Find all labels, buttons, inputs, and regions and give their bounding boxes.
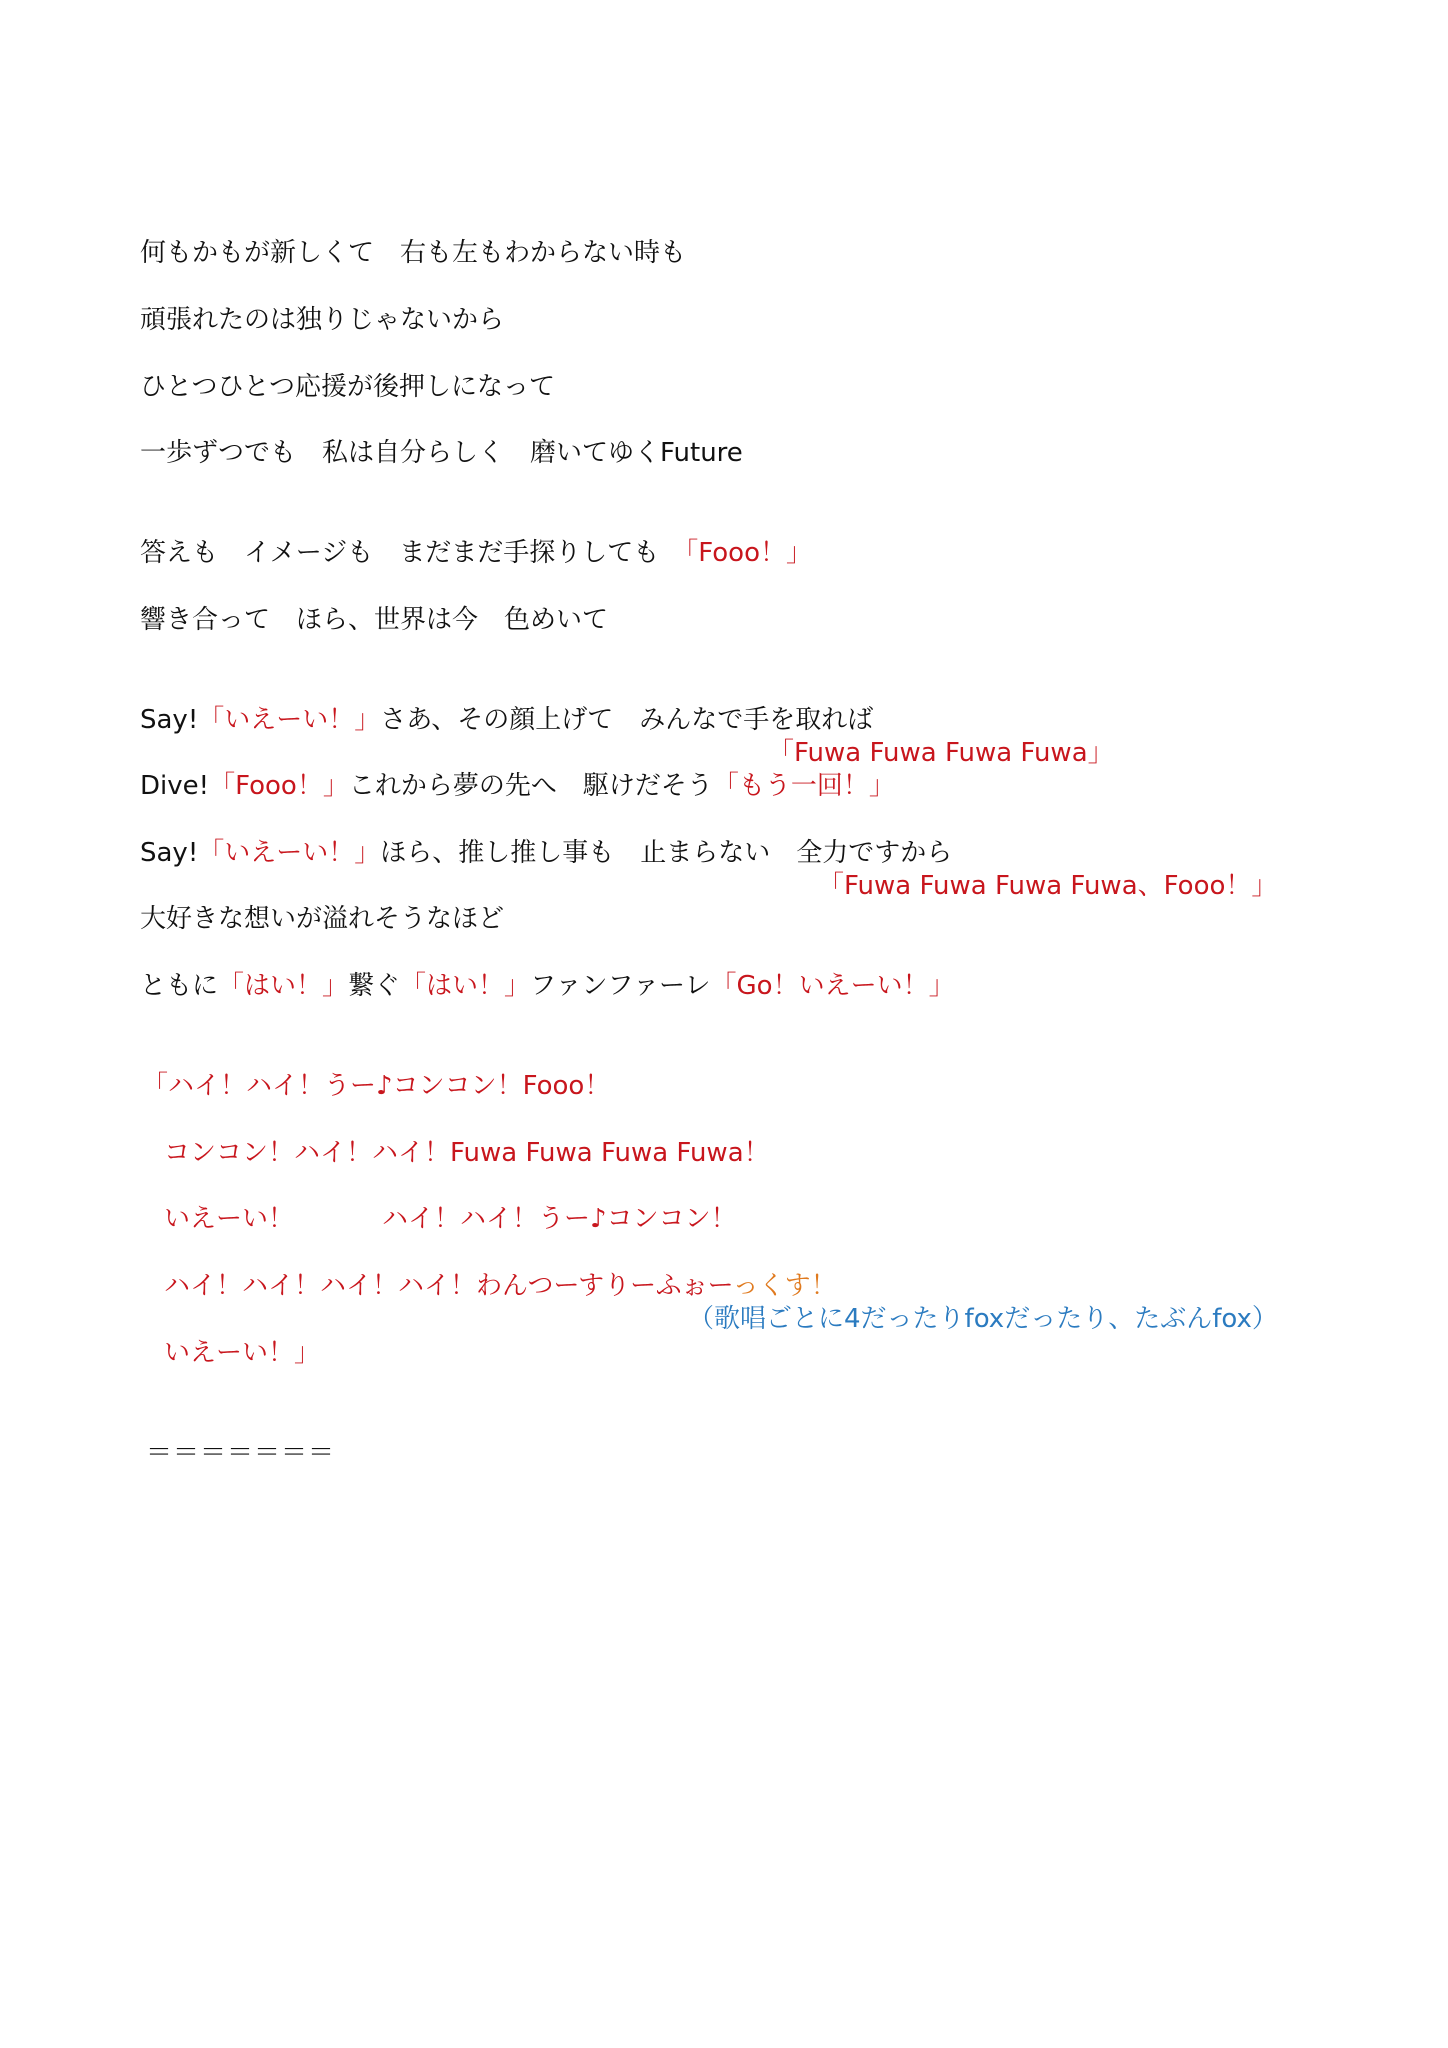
verse-line-2	[140, 303, 504, 337]
chorus-line-5	[140, 969, 955, 1003]
lyric-text: 一歩ずつでも 私は自分らしく 磨いてゆくFuture	[140, 438, 743, 468]
verse-line-3	[140, 370, 555, 404]
call-text: 「Fuwa Fuwa Fuwa Fuwa」	[768, 738, 1114, 768]
prechorus-line-1	[140, 536, 812, 570]
lyric-text: 響き合って ほら、世界は今 色めいて	[140, 605, 609, 635]
lyric-text: 大好きな想いが溢れそうなほど	[140, 904, 505, 934]
call-text: 「はい！」	[400, 971, 531, 1001]
call-text: 「いえーい！」	[198, 705, 381, 735]
call-above-line	[818, 869, 1277, 903]
call-text: 「Fooo！」	[209, 771, 349, 801]
call-text: 「はい！」	[218, 971, 349, 1001]
lyric-text: Say!	[140, 838, 199, 868]
call-text: ハイ！ハイ！ハイ！ハイ！わんつーすりーふぉー	[164, 1271, 733, 1301]
call-line-3b	[382, 1202, 737, 1236]
separator-text: ＝＝＝＝＝＝＝	[146, 1438, 336, 1468]
call-line-2	[164, 1136, 770, 1170]
call-line-3a	[164, 1202, 294, 1236]
lyric-text: 頑張れたのは独りじゃないから	[140, 305, 505, 335]
call-line-1	[142, 1069, 610, 1103]
section-separator	[146, 1436, 335, 1470]
verse-line-1	[140, 236, 686, 270]
call-text: 「ハイ！ハイ！うー♪コンコン！Fooo！	[142, 1071, 611, 1101]
lyric-text: さあ、その顔上げて みんなで手を取れば	[380, 705, 874, 735]
lyric-text: ひとつひとつ応援が後押しになって	[140, 372, 555, 402]
prechorus-line-2	[140, 603, 608, 637]
call-text: 「いえーい！」	[198, 838, 381, 868]
call-text: いえーい！」	[164, 1338, 321, 1368]
chorus-line-2	[140, 769, 895, 803]
call-text: ハイ！ハイ！うー♪コンコン！	[382, 1204, 737, 1234]
call-line-5	[164, 1336, 320, 1370]
note-text: （歌唱ごとに4だったりfoxだったり、たぶんfox）	[688, 1304, 1278, 1334]
lyric-text: Say!	[140, 705, 199, 735]
lyric-text: 答えも イメージも まだまだ手探りしても	[140, 538, 686, 568]
call-text: 「Fooo！」	[685, 538, 812, 568]
call-text: 「Fuwa Fuwa Fuwa Fuwa、Fooo！」	[818, 871, 1278, 901]
chorus-line-3	[140, 836, 952, 870]
call-text: コンコン！ハイ！ハイ！Fuwa Fuwa Fuwa Fuwa！	[164, 1138, 770, 1168]
lyric-text: 繋ぐ	[348, 971, 401, 1001]
lyric-text: ほら、推し推し事も 止まらない 全力ですから	[380, 838, 953, 868]
call-text-accent: っくす！	[732, 1271, 837, 1301]
lyric-text: ともに	[140, 971, 219, 1001]
call-text: 「Go！いえーい！」	[710, 971, 955, 1001]
lyric-text: 何もかもが新しくて 右も左もわからない時も	[140, 238, 687, 268]
lyric-text: これから夢の先へ 駆けだそう	[348, 771, 713, 801]
call-text: いえーい！	[164, 1204, 295, 1234]
call-above-line	[768, 736, 1114, 770]
lyric-text: Dive!	[140, 771, 210, 801]
chorus-line-1	[140, 703, 873, 737]
verse-line-4	[140, 436, 743, 470]
lyric-text: ファンファーレ	[530, 971, 711, 1001]
call-text: 「もう一回！」	[712, 771, 895, 801]
chorus-line-4	[140, 902, 504, 936]
singing-note	[688, 1302, 1278, 1336]
call-line-4	[164, 1269, 837, 1303]
